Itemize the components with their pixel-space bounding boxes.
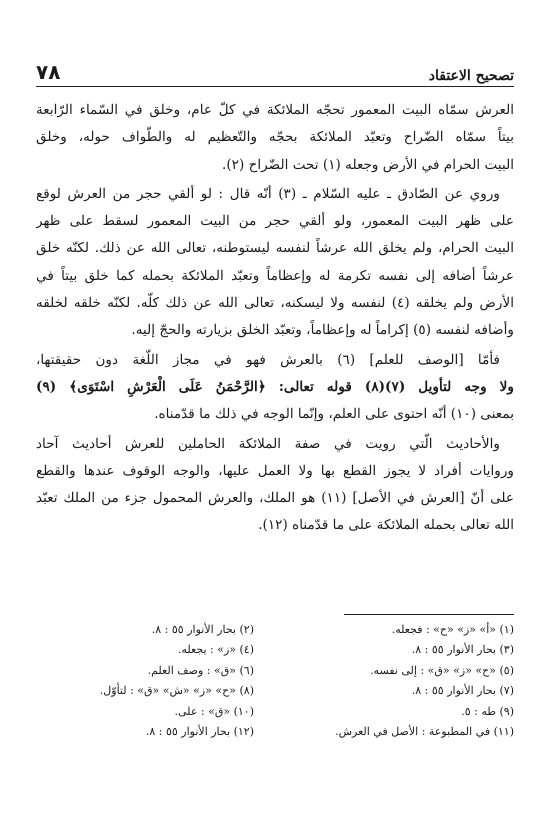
body-text xyxy=(36,97,514,540)
footnote-list xyxy=(36,620,514,742)
footnote: (٩) طه : ٥. xyxy=(461,704,514,718)
footnote: (١١) في المطبوعة : الأصل في العرش. xyxy=(335,724,514,738)
footnote-divider xyxy=(344,614,514,615)
page xyxy=(36,58,514,542)
text-line: والأحاديث الّتي رويت في صفة الملائكة الحاملين للعرش أحاديث آحاد xyxy=(36,435,500,452)
text-line: فأمّا [الوصف للعلم] (٦) بالعرش فهو في مجاز اللّغة دون حقيقتها، xyxy=(36,351,500,368)
text-line: عرشاً أضافه إلى نفسه تكرمة له وإعظاماً وتعبّد الملائكة بحمله كما خلق بيتاً في xyxy=(36,267,514,284)
footnote: (٨) «ح» «ز» «ش» «ق» : لتأوّل. xyxy=(99,684,254,698)
text-line: الأرض ولم يخلقه (٤) لنفسه ولا ليسكنه، تعالى الله عن ذلك كلّه. لكنّه خلقه لخلقه xyxy=(36,295,514,312)
footnote: (٤) «ز» : يجعله. xyxy=(178,643,254,657)
footnote: (١٠) «ق» : على. xyxy=(174,704,254,718)
text-line: البيت الحرام، ولم يخلق الله عرشاً لنفسه ليستوطنه، تعالى الله عن ذلك. لكنّه خلق xyxy=(36,240,514,257)
text-line: البيت الحرام في الأرض وجعله (١) تحت الضّراح (٢). xyxy=(222,156,514,173)
text-line: الله تعالى بحمله الملائكة على ما قدّمناه (١٢). xyxy=(258,517,514,534)
footnote: (٧) بحار الأنوار ٥٥ : ٨. xyxy=(411,684,514,698)
paragraph-2 xyxy=(36,181,514,345)
footnote: (١) «أ» «ز» «ح» : فجعله. xyxy=(391,623,514,636)
footnote: (٣) بحار الأنوار ٥٥ : ٨. xyxy=(411,643,514,657)
running-title: تصحيح الاعتقاد xyxy=(428,68,514,84)
page-number: ٧٨ xyxy=(36,60,61,84)
text-line: بيتاً سمّاه الضّراح وتعبّد الملائكة بحجّه والتّعظيم له والطّواف حوله، وخلق xyxy=(36,129,514,146)
text-line: وروايات أفراد لا يجوز القطع بها ولا العمل عليها، والوجه الوقوف عندها والقطع xyxy=(36,462,514,479)
text-line-verse: ولا وجه لتأويل (٧)(٨) قوله تعالى: ﴿الرَّحْمَنُ عَلَى الْعَرْشِ اسْتَوَى﴾ (٩) xyxy=(36,378,514,395)
page-header xyxy=(36,58,514,87)
paragraph-1 xyxy=(36,97,514,179)
text-line: بمعنى (١٠) أنّه احتوى على العلم، وإنّما الوجه في ذلك ما قدّمناه. xyxy=(154,406,514,423)
footnote: (٦) «ق» : وصف العلم. xyxy=(147,663,254,677)
text-line: وأضافه لنفسه (٥) إكراماً له وإعظاماً، وتعبّد الخلق بزيارته والحجّ إليه. xyxy=(131,322,514,339)
paragraph-4 xyxy=(36,431,514,540)
footnote: (٥) «ح» «ز» «ق» : إلى نفسه. xyxy=(370,663,514,677)
paragraph-3 xyxy=(36,347,514,429)
text-line: العرش سمّاه البيت المعمور تحجّه الملائكة في كلّ عام، وخلق في السّماء الرّابعة xyxy=(36,102,514,118)
footnote: (٢) بحار الأنوار ٥٥ : ٨. xyxy=(151,623,254,636)
footnote: (١٢) بحار الأنوار ٥٥ : ٨. xyxy=(145,724,254,738)
text-line: على ظهر البيت المعمور، ولو ألقي حجر من البيت المعمور لسقط على ظهر xyxy=(36,213,514,230)
text-line: على أنّ [العرش في الأصل] (١١) هو الملك، والعرش المحمول جزء من الملك تعبّد xyxy=(36,490,514,507)
text-line: وروي عن الصّادق ـ عليه السّلام ـ (٣) أنّه قال : لو ألقي حجر من العرش لوقع xyxy=(36,185,500,202)
